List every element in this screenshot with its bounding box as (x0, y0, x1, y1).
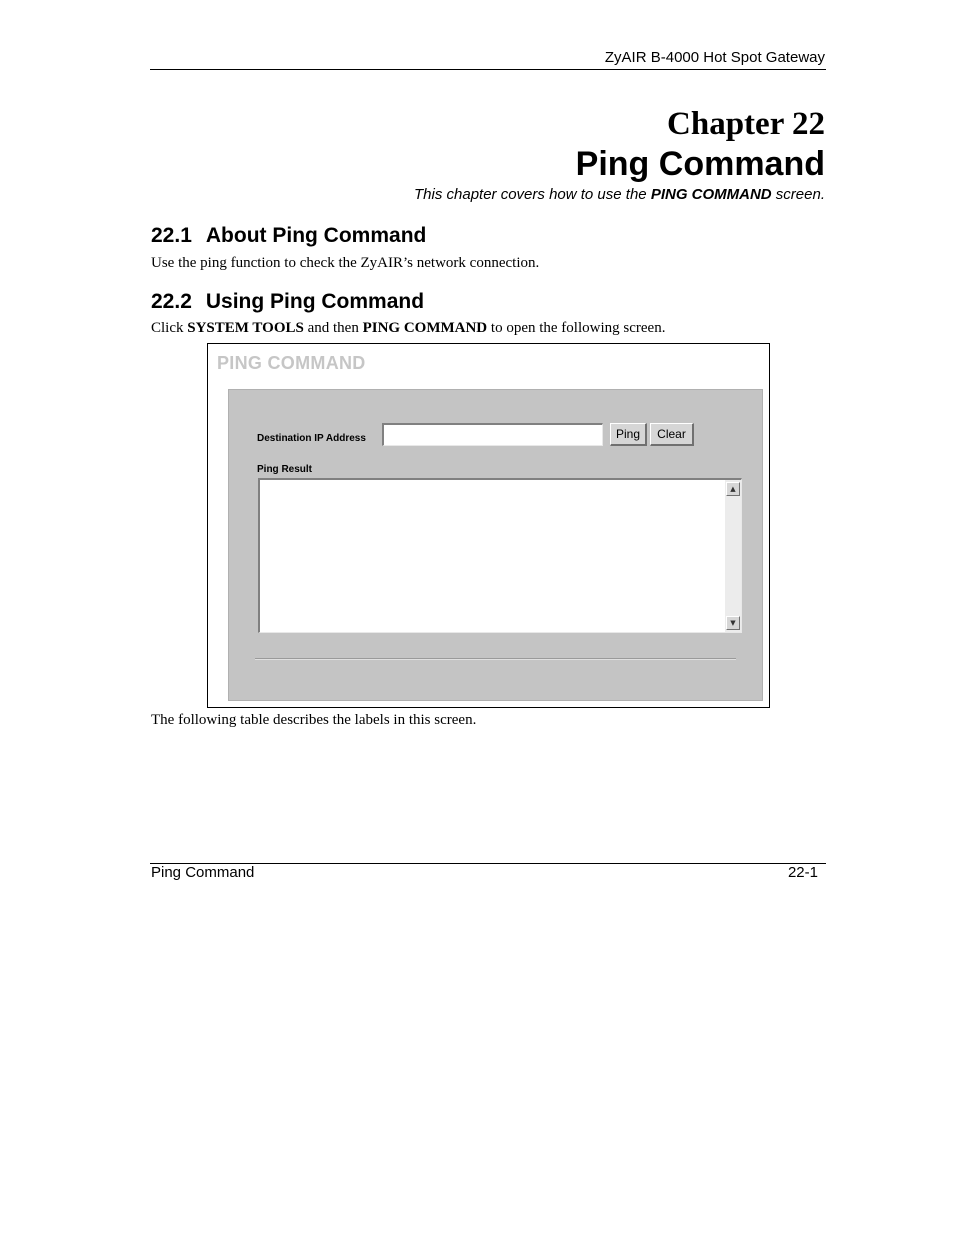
destination-ip-label: Destination IP Address (257, 433, 366, 444)
ping-result-label: Ping Result (257, 464, 313, 475)
ping-command-screenshot (207, 343, 770, 708)
text-part: Click (151, 320, 188, 336)
chapter-intro (414, 186, 825, 203)
destination-ip-input[interactable] (382, 423, 603, 446)
chapter-title: Ping Command (575, 145, 825, 183)
text-part: and then (303, 320, 363, 336)
menu-ping-command: PING COMMAND (362, 320, 488, 336)
chapter-intro-screen-name: PING COMMAND (650, 186, 772, 203)
chapter-intro-end: screen. (771, 186, 825, 203)
section-using-text (151, 320, 665, 337)
section-number: 22.1 (151, 224, 192, 247)
menu-system-tools: SYSTEM TOOLS (187, 320, 304, 336)
clear-button[interactable]: Clear (650, 423, 694, 446)
scroll-up-icon[interactable]: ▲ (726, 482, 740, 496)
ping-panel (228, 389, 763, 701)
chapter-intro-start: This chapter covers how to use the (414, 186, 651, 203)
after-figure-text: The following table describes the labels in this screen. (151, 712, 477, 728)
ping-result-textarea[interactable] (258, 478, 742, 633)
vertical-scrollbar[interactable] (725, 480, 741, 632)
chapter-number: Chapter 22 (667, 106, 825, 142)
text-part: to open the following screen. (487, 320, 666, 336)
footer-chapter-name: Ping Command (151, 864, 255, 881)
scroll-down-icon[interactable]: ▼ (726, 616, 740, 630)
section-heading-using (151, 290, 424, 314)
section-about-text: Use the ping function to check the ZyAIR’s network connection. (151, 255, 540, 271)
panel-divider (255, 658, 736, 660)
running-header: ZyAIR B-4000 Hot Spot Gateway (604, 49, 825, 66)
header-rule (150, 69, 826, 70)
screen-title: PING COMMAND (217, 353, 366, 373)
footer-page-number: 22-1 (787, 864, 818, 881)
section-title: About Ping Command (205, 224, 427, 247)
ping-button[interactable]: Ping (610, 423, 647, 446)
section-number: 22.2 (151, 290, 192, 313)
section-title: Using Ping Command (205, 290, 425, 313)
section-heading-about (151, 224, 426, 248)
